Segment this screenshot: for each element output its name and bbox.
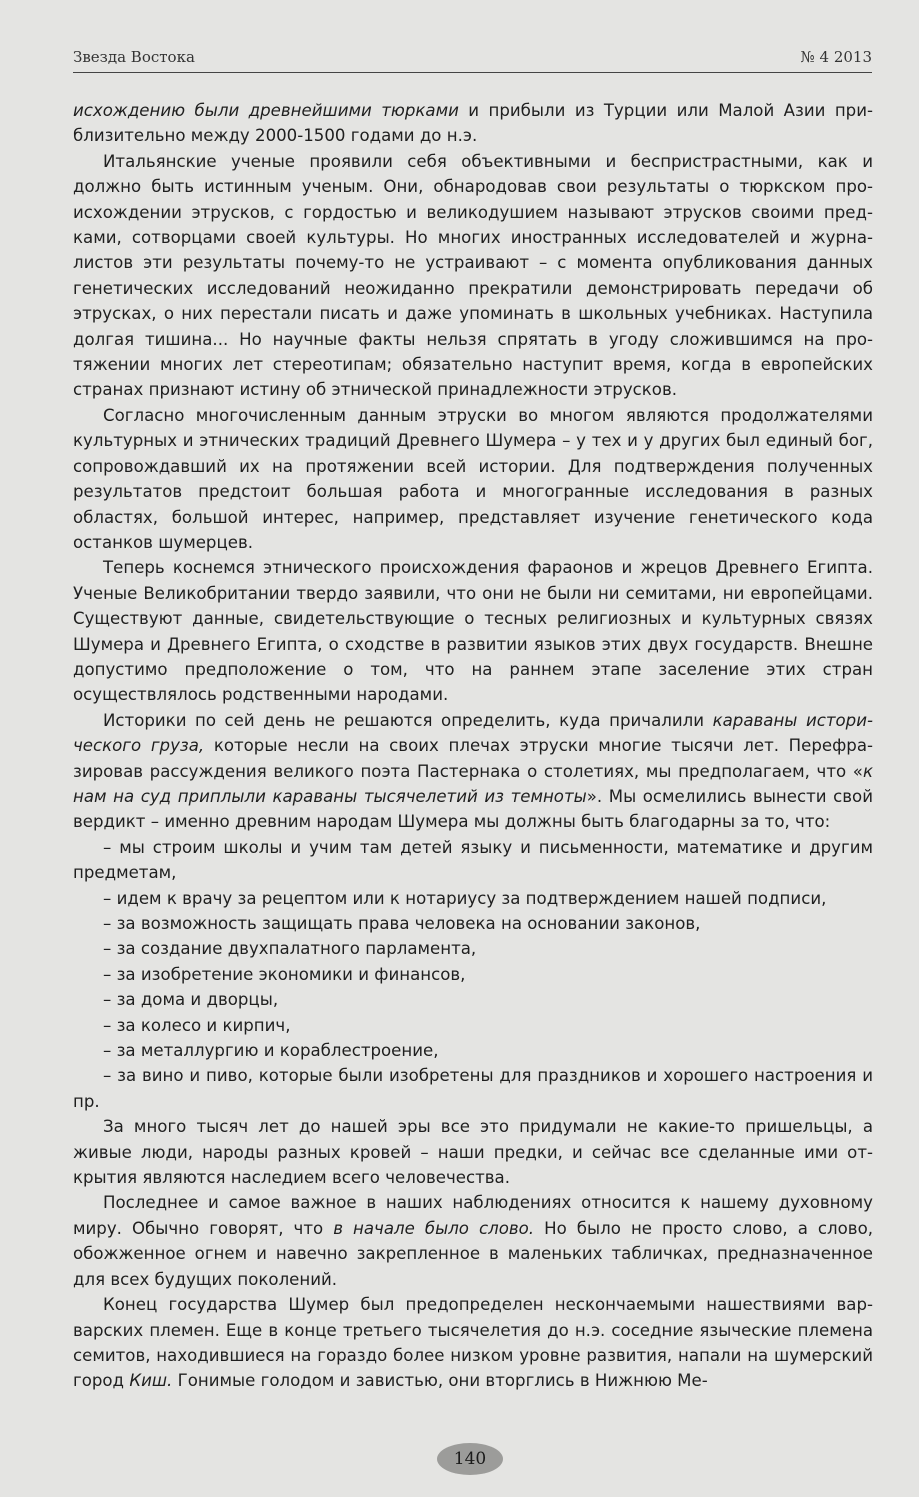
paragraph (73, 886, 873, 911)
paragraph (73, 555, 873, 707)
text-run: Конец государства Шумер был предопределен нескончаемыми нашествиями варварских племен. Еще в конце третьего тысячелетия до н.э. соседние языческие племена семитов, находившиеся на гораздо более низком уровне развития, напали на шумерский город (73, 1295, 873, 1391)
italic-text-run: к нам на суд приплыли караваны тысячелетий из темноты (73, 761, 873, 806)
text-run: Теперь коснемся этнического происхождения фараонов и жрецов Древнего Египта. Ученые Великобритании твердо заявили, что они не были ни семитами, ни европейцами. Существуют данные, свидетельствующие о тесных религиозных и культурных связях Шумера и Древнего Египта, о сходстве в развитии языков этих двух государств. Внешне допустимо предположение о том, что на раннем этапе заселение этих стран осуществлялось родственными народами. (73, 558, 873, 705)
text-run: – за дома и дворцы, (103, 990, 279, 1010)
text-run: – за вино и пиво, которые были изобретены для праздников и хорошего настроения и пр. (73, 1066, 873, 1111)
text-run: – идем к врачу за рецептом или к нотариусу за подтверждением нашей подписи, (103, 888, 827, 908)
text-run: Итальянские ученые проявили себя объективными и беспристрастными, как и должно быть истинным ученым. Они, обнародовав свои результаты о тюркском происхождении этрусков, с гордостью и великодушием называют этрусков своими предками, сотворцами своей культуры. Но многих иностранных исследователей и журналистов эти результаты почему-то не устраивают – с момента опубликования данных генетических исследований неожиданно прекратили демонстрировать передачи об этрусках, о них перестали писать и даже упоминать в школьных учебниках. Наступила долгая тишина... Но научные факты нельзя спрятать в угоду сложившимся на протяжении многих лет стереотипам; обязательно наступит время, когда в европейских странах признают истину об этнической принадлежности этрусков. (73, 151, 873, 400)
text-run: – за создание двухпалатного парламента, (103, 939, 477, 959)
italic-text-run: караваны исторического груза, (73, 710, 873, 756)
paragraph (73, 403, 873, 555)
text-run: Гонимые голодом и завистью, они вторглись в Нижнюю Ме- (172, 1371, 708, 1391)
paragraph (73, 911, 873, 936)
article-body (73, 98, 873, 1394)
text-run: – за металлургию и кораблестроение, (103, 1041, 439, 1061)
italic-text-run: исхождению были древнейшими тюрками (73, 101, 459, 120)
page-number-badge: 140 (437, 1443, 503, 1475)
journal-title: Звезда Востока (73, 48, 195, 66)
issue-number: № 4 2013 (800, 48, 872, 66)
paragraph (73, 835, 873, 886)
italic-text-run: Киш. (129, 1371, 173, 1391)
paragraph (73, 149, 873, 403)
page-footer (0, 1440, 919, 1480)
paragraph (73, 1114, 873, 1190)
text-run: и прибыли из Турции или Малой Азии приблизительно между 2000-1500 годами до н.э. (73, 101, 873, 146)
paragraph (73, 1063, 873, 1114)
text-run: За много тысяч лет до нашей эры все это придумали не какие-то пришельцы, а живые люди, народы разных кровей – наши предки, и сейчас все сделанные ими открытия являются наследием всего человечества. (73, 1117, 873, 1188)
paragraph (73, 1190, 873, 1292)
text-run: которые несли на своих плечах этруски многие тысячи лет. Перефразировав рассуждения великого поэта Пастернака о столетиях, мы предполагаем, что « (73, 736, 873, 781)
italic-text-run: в начале было слово. (333, 1218, 535, 1238)
text-run: Историки по сей день не решаются определить, куда причалили (103, 710, 713, 730)
paragraph (73, 708, 873, 835)
text-run: – за возможность защищать права человека на основании законов, (103, 914, 701, 933)
paragraph (73, 962, 873, 987)
text-run: – мы строим школы и учим там детей языку и письменности, математике и другим предметам, (73, 837, 873, 883)
text-run: Последнее и самое важное в наших наблюдениях относится к нашему духовному миру. Обычно говорят, что (73, 1193, 873, 1238)
text-run: ». Мы осмелились вынести свой вердикт – именно древним народам Шумера мы должны быть благодарны за то, что: (73, 786, 873, 832)
paragraph (73, 1038, 873, 1063)
text-run: – за изобретение экономики и финансов, (103, 964, 466, 984)
text-run: Но было не просто слово, а слово, обожженное огнем и навечно закрепленное в маленьких табличках, предназначенное для всех будущих поколений. (73, 1218, 873, 1289)
running-header (73, 44, 872, 73)
text-run: – за колесо и кирпич, (103, 1015, 291, 1035)
text-run: Согласно многочисленным данным этруски во многом являются продолжателями культурных и этнических традиций Древнего Шумера – у тех и у других был единый бог, сопровождавший их на протяжении всей истории. Для подтверждения полученных результатов предстоит большая работа и многогранные исследования в разных областях, большой интерес, например, представляет изучение генетического кода останков шумерцев. (73, 405, 873, 552)
paragraph (73, 987, 873, 1012)
paragraph (73, 1292, 873, 1394)
paragraph (73, 1013, 873, 1038)
paragraph (73, 98, 873, 149)
paragraph (73, 936, 873, 961)
